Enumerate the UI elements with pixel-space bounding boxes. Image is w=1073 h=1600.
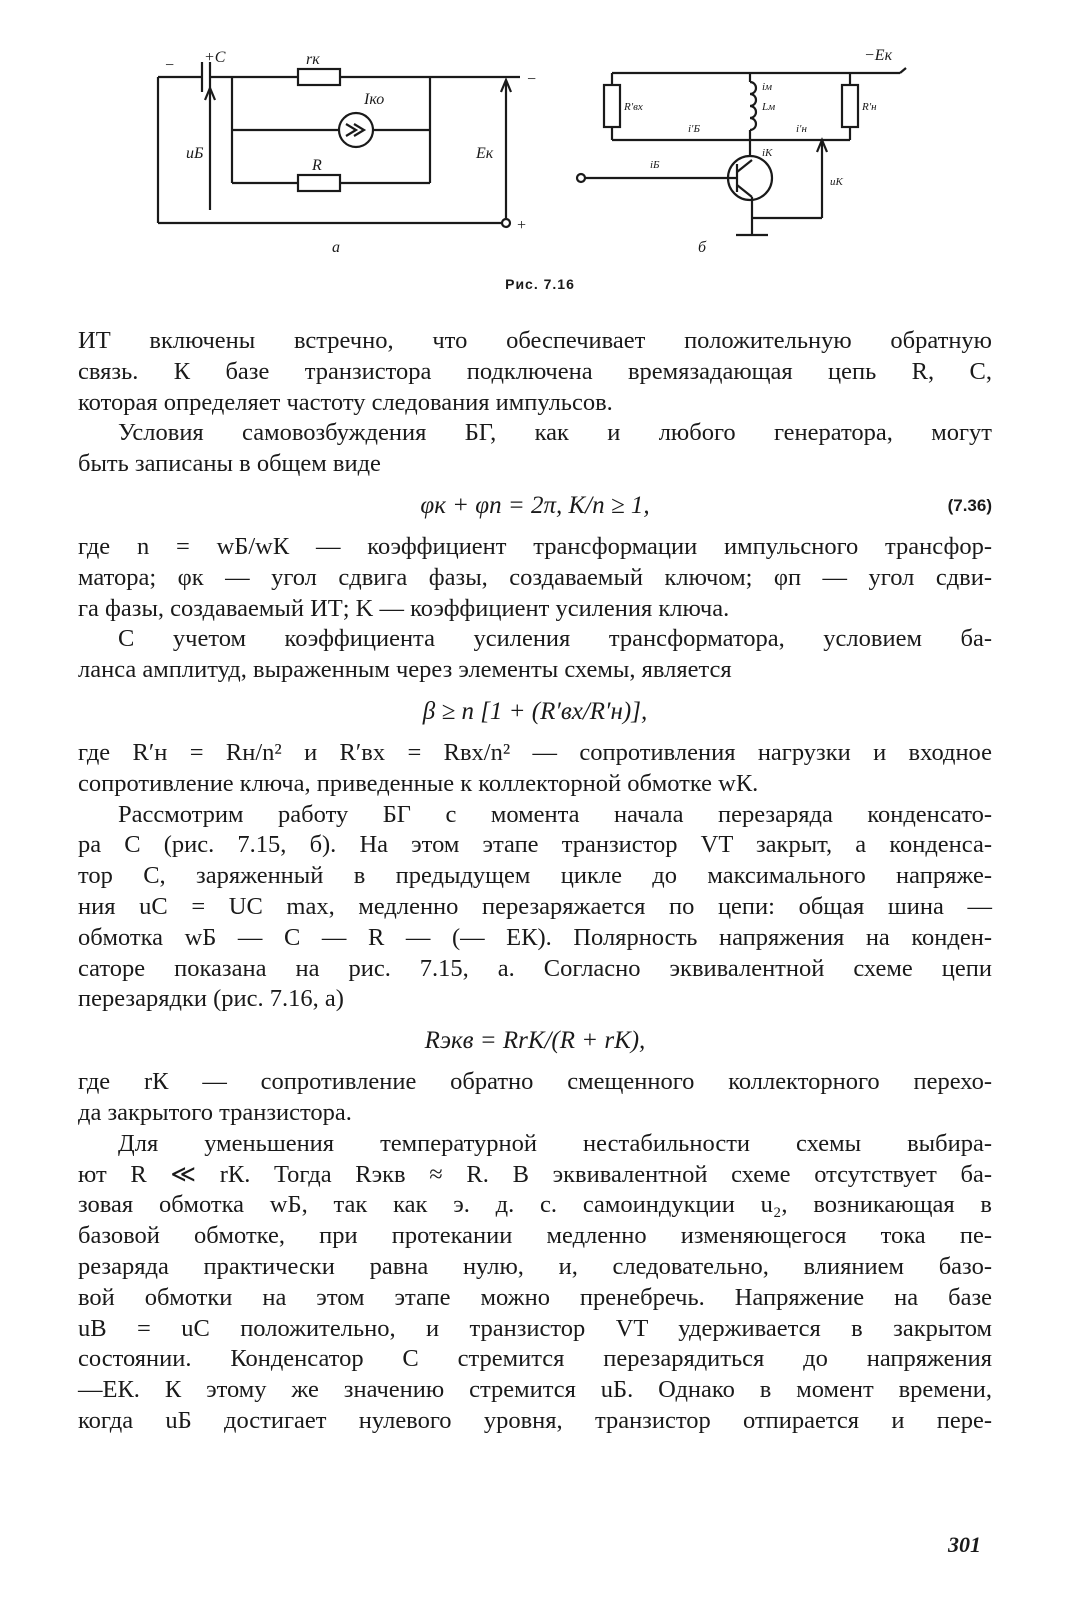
text-line: uВ = uC положительно, и транзистор VT удерживается в закрытом <box>78 1314 992 1342</box>
label-right-plus: + <box>516 217 527 234</box>
text-line: тор C, заряженный в предыдущем цикле до максимального напряже- <box>78 862 992 890</box>
label-rvx: R′вх <box>624 101 643 113</box>
text-line: где R′н = Rн/n² и R′вх = Rвх/n² — сопротивления нагрузки и входное <box>78 738 992 766</box>
label-cap: +C <box>204 49 226 66</box>
text-line: С учетом коэффициента усиления трансформатора, условием ба- <box>118 625 992 653</box>
equation-body: φк + φп = 2π, K/n ≥ 1, <box>420 491 650 519</box>
text-line: Условия самовозбуждения БГ, как и любого генератора, могут <box>118 419 992 447</box>
label-b: б <box>698 239 707 256</box>
resistor-rn <box>842 85 858 127</box>
resistor-rk <box>298 69 340 85</box>
text-line: резаряда практически равна нулю, и, следовательно, влиянием базо- <box>78 1252 992 1280</box>
label-minus: − <box>164 57 175 74</box>
equation-body: Rэкв = RrК/(R + rК), <box>424 1027 646 1055</box>
label-uk: uК <box>830 176 843 188</box>
figure-7-16 <box>150 40 930 310</box>
label-lm: Lм <box>762 101 776 113</box>
text-line: га фазы, создаваемый ИТ; K — коэффициент усиления ключа. <box>78 594 730 622</box>
text-line: быть записаны в общем виде <box>78 450 381 478</box>
equation-7-36 <box>78 480 992 532</box>
text-line: базовой обмотке, при протекании медленно изменяющегося тока пе- <box>78 1222 992 1250</box>
text-line: где n = wБ/wК — коэффициент трансформации импульсного трансфор- <box>78 532 992 560</box>
text-line: ния uC = UC max, медленно перезаряжается по цепи: общая шина — <box>78 892 992 920</box>
wire <box>900 68 906 73</box>
text-line: матора; φк — угол сдвига фазы, создаваемый ключом; φп — угол сдви- <box>78 563 992 591</box>
text-line: Рассмотрим работу БГ с момента начала перезаряда конденсато- <box>118 800 992 828</box>
label-in-prime: i′н <box>796 123 807 135</box>
text-line: зовая обмотка wБ, так как э. д. с. самоиндукции u₂, возникающая в <box>78 1191 992 1219</box>
circuit-a <box>158 49 537 256</box>
text-line: ИТ включены встречно, что обеспечивает положительную обратную <box>78 327 992 354</box>
circuit-diagrams <box>150 40 930 270</box>
body-text <box>78 326 992 1437</box>
label-ib-prime: i′Б <box>688 123 700 135</box>
figure-caption: Рис. 7.16 <box>505 276 575 292</box>
text-line: сопротивление ключа, приведенные к коллекторной обмотке wК. <box>78 769 759 797</box>
text-line: ра C (рис. 7.15, б). На этом этапе транзистор VT закрыт, а конденса- <box>78 831 992 859</box>
text-line: когда uБ достигает нулевого уровня, транзистор отпирается и пере- <box>78 1406 992 1434</box>
circuit-b <box>577 47 906 256</box>
resistor-r <box>298 175 340 191</box>
equation-requiv <box>78 1015 992 1067</box>
page-number: 301 <box>948 1532 981 1557</box>
label-ib: iБ <box>650 159 660 171</box>
terminal <box>577 174 585 182</box>
text-line: да закрытого транзистора. <box>78 1098 352 1126</box>
text-line: которая определяет частоту следования импульсов. <box>78 388 613 416</box>
text-line: перезарядки (рис. 7.16, а) <box>78 985 344 1013</box>
label-im: iм <box>762 81 773 93</box>
equation-body: β ≥ n [1 + (R′вх/R′н)], <box>422 697 648 725</box>
equation-number: (7.36) <box>947 495 992 515</box>
text-line: ют R ≪ rК. Тогда Rэкв ≈ R. В эквивалентной схеме отсутствует ба- <box>78 1160 992 1188</box>
label-ek: Eк <box>476 145 494 162</box>
label-rk: rк <box>306 51 320 68</box>
text-line: состоянии. Конденсатор C стремится перезарядиться до напряжения <box>78 1345 992 1373</box>
inductor-lm <box>750 82 756 130</box>
label-ub: uБ <box>186 145 204 162</box>
text-line: —EК. К этому же значению стремится uБ. Однако в момент времени, <box>78 1376 992 1404</box>
label-rn: R′н <box>862 101 877 113</box>
label-a: а <box>332 239 340 256</box>
terminal <box>502 219 510 227</box>
text-line: Для уменьшения температурной нестабильности схемы выбира- <box>118 1129 992 1157</box>
resistor-rvx <box>604 85 620 127</box>
label-r: R <box>312 157 322 174</box>
text-line: связь. К базе транзистора подключена времязадающая цепь R, C, <box>78 357 992 385</box>
equation-balance <box>78 686 992 738</box>
text-line: саторе показана на рис. 7.15, а. Согласно эквивалентной схеме цепи <box>78 954 992 982</box>
label-ik: iК <box>762 147 773 159</box>
text-line: где rК — сопротивление обратно смещенного коллекторного перехо- <box>78 1068 992 1096</box>
label-iko: Iко <box>364 91 385 108</box>
text-line: вой обмотки на этом этапе можно пренебречь. Напряжение на базе <box>78 1283 992 1311</box>
label-supply: −Eк <box>864 47 893 64</box>
text-line: ланса амплитуд, выраженным через элементы схемы, является <box>78 656 732 684</box>
label-right-minus: − <box>526 71 537 88</box>
text-line: обмотка wБ — C — R — (— EК). Полярность напряжения на конден- <box>78 923 992 951</box>
